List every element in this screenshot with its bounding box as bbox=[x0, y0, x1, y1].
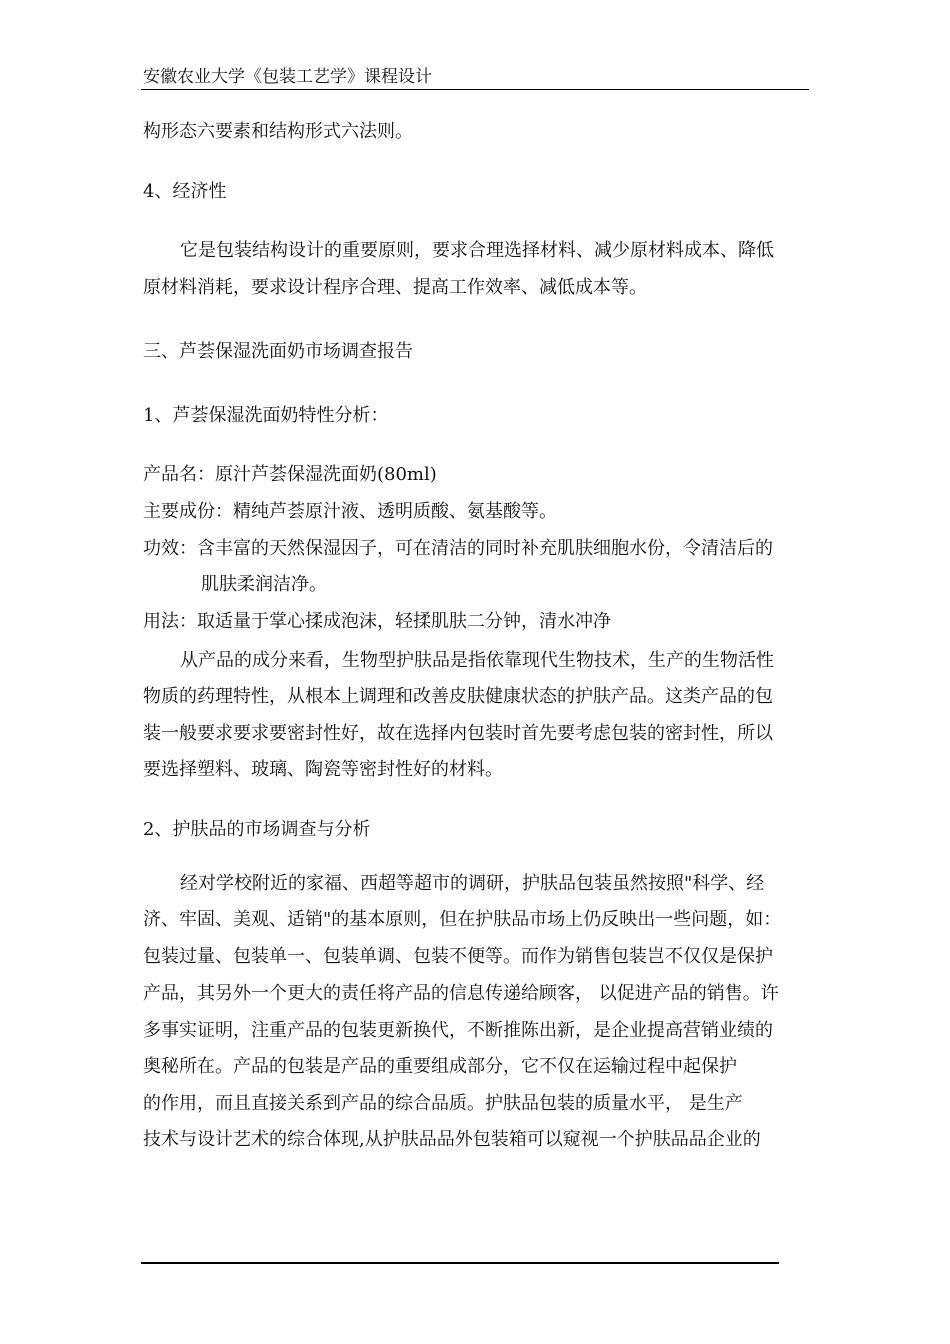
paragraph-line: 从产品的成分来看，生物型护肤品是指依靠现代生物技术，生产的生物活性 bbox=[180, 650, 774, 671]
paragraph-line: 要选择塑料、玻璃、陶瓷等密封性好的材料。 bbox=[143, 759, 503, 780]
chapter-heading: 三、芦荟保湿洗面奶市场调查报告 bbox=[143, 341, 413, 362]
paragraph-line: 奥秘所在。产品的包装是产品的重要组成部分，它不仅在运输过程中起保护 bbox=[143, 1056, 737, 1077]
paragraph-line: 济、牢固、美观、适销"的基本原则，但在护肤品市场上仍反映出一些问题，如： bbox=[143, 909, 782, 930]
ingredients-line: 主要成份：精纯芦荟原汁液、透明质酸、氨基酸等。 bbox=[143, 501, 557, 522]
paragraph-line: 经对学校附近的家福、西超等超市的调研，护肤品包装虽然按照"科学、经 bbox=[180, 873, 765, 894]
page-header-title: 安徽农业大学《包装工艺学》课程设计 bbox=[143, 67, 432, 87]
efficacy-line-cont: 肌肤柔润洁净。 bbox=[201, 574, 327, 595]
paragraph-line: 的作用，而且直接关系到产品的综合品质。护肤品包装的质量水平， 是生产 bbox=[143, 1093, 743, 1114]
paragraph-line: 物质的药理特性，从根本上调理和改善皮肤健康状态的护肤产品。这类产品的包 bbox=[143, 686, 773, 707]
paragraph-line: 构形态六要素和结构形式六法则。 bbox=[143, 121, 413, 142]
paragraph-line: 原材料消耗，要求设计程序合理、提高工作效率、减低成本等。 bbox=[143, 277, 647, 298]
footer-rule bbox=[141, 1262, 779, 1264]
section-heading-market: 2、护肤品的市场调查与分析 bbox=[143, 819, 371, 840]
section-heading-economy: 4、经济性 bbox=[143, 181, 227, 202]
paragraph-line: 装一般要求要求要密封性好，故在选择内包装时首先要考虑包装的密封性，所以 bbox=[143, 723, 773, 744]
paragraph-line: 多事实证明，注重产品的包装更新换代，不断推陈出新，是企业提高营销业绩的 bbox=[143, 1020, 773, 1041]
section-heading-analysis: 1、芦荟保湿洗面奶特性分析： bbox=[143, 405, 389, 426]
paragraph-line: 包装过量、包装单一、包装单调、包装不便等。而作为销售包装岂不仅仅是保护 bbox=[143, 946, 773, 967]
paragraph-line: 它是包装结构设计的重要原则，要求合理选择材料、减少原材料成本、降低 bbox=[180, 240, 774, 261]
header-rule bbox=[141, 89, 809, 90]
paragraph-line: 产品，其另外一个更大的责任将产品的信息传递给顾客， 以促进产品的销售。许 bbox=[143, 983, 779, 1004]
product-name-line: 产品名：原汁芦荟保湿洗面奶(80ml) bbox=[143, 464, 437, 485]
paragraph-line: 技术与设计艺术的综合体现,从护肤品品外包装箱可以窥视一个护肤品品企业的 bbox=[143, 1129, 761, 1150]
efficacy-line: 功效：含丰富的天然保湿因子，可在清洁的同时补充肌肤细胞水份，令清洁后的 bbox=[143, 538, 773, 559]
usage-line: 用法：取适量于掌心揉成泡沫，轻揉肌肤二分钟，清水冲净 bbox=[143, 611, 611, 632]
